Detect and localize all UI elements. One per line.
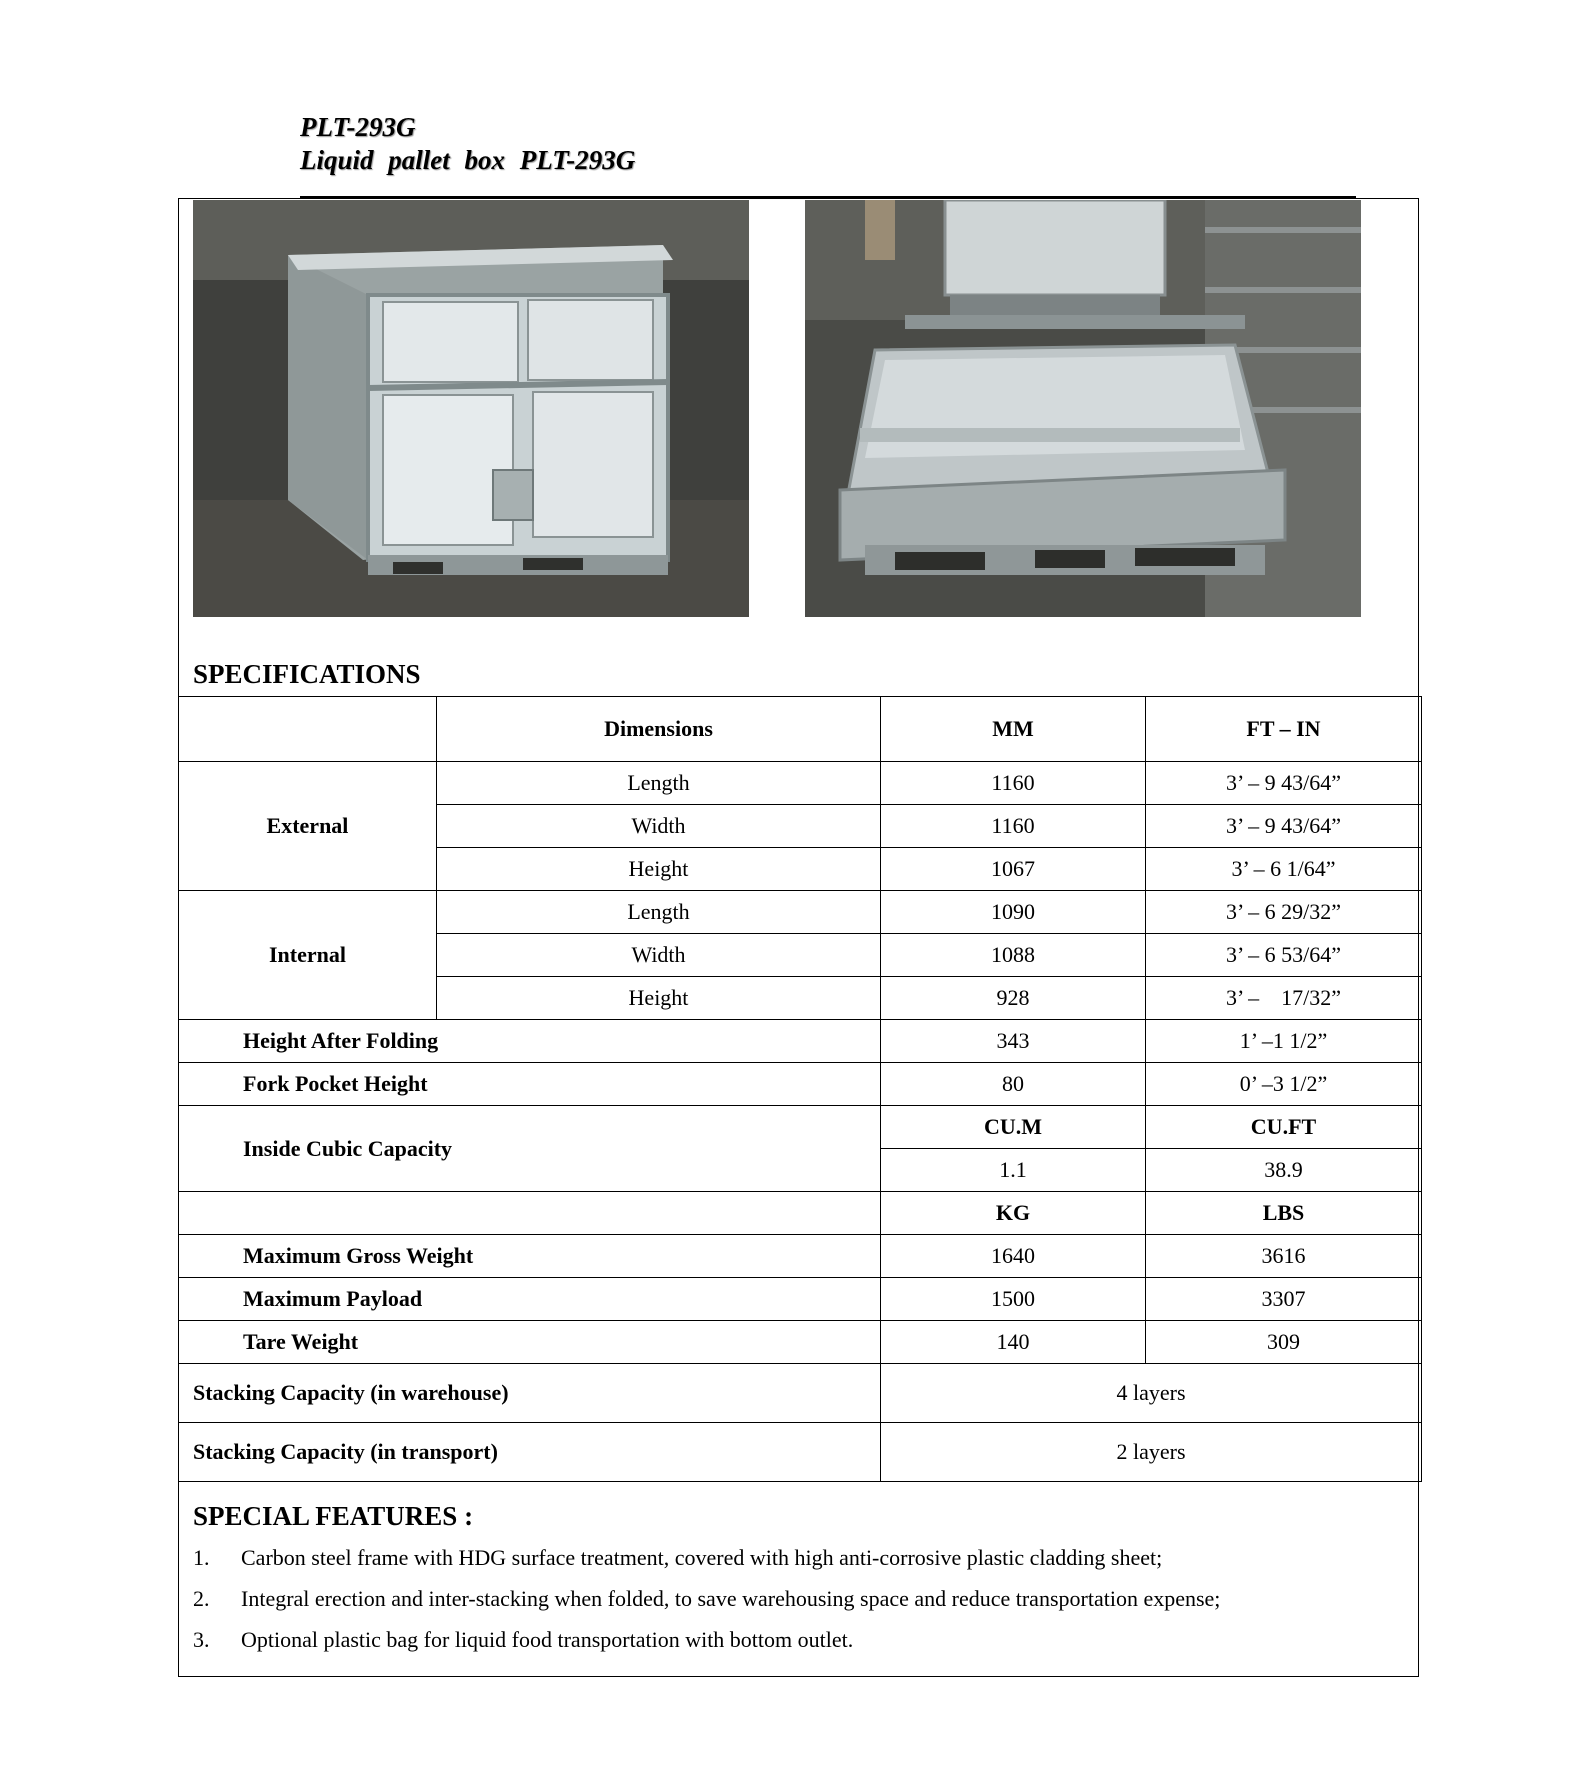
fork-pocket-height-label: Fork Pocket Height [179,1063,881,1106]
cell-dim: Width [437,805,881,848]
table-row [179,1278,1422,1321]
table-row [179,1423,1422,1482]
max-payload-label: Maximum Payload [179,1278,881,1321]
col-mm: MM [881,697,1146,762]
cell-lbs: 3616 [1146,1235,1422,1278]
unit-lbs: LBS [1146,1192,1422,1235]
cell-mm: 1088 [881,934,1146,977]
cell-ftin: 3’ – 6 1/64” [1146,848,1422,891]
cell-dim: Height [437,848,881,891]
table-row [179,1235,1422,1278]
specifications-heading: SPECIFICATIONS [193,659,421,689]
photo-assembled-box [193,200,749,617]
product-title: Liquid pallet box PLT-293G [300,145,636,175]
photo-folded-box [805,200,1361,617]
table-row [179,1192,1422,1235]
stacking-transport-value: 2 layers [881,1423,1422,1482]
unit-kg: KG [881,1192,1146,1235]
table-row [179,1020,1422,1063]
stacking-transport-label: Stacking Capacity (in transport) [179,1423,881,1482]
col-ftin: FT – IN [1146,697,1422,762]
cell-lbs: 309 [1146,1321,1422,1364]
table-row [179,1321,1422,1364]
cell-ftin: 3’ – 17/32” [1146,977,1422,1020]
cell-mm: 1160 [881,805,1146,848]
specifications-table [178,696,1422,1482]
col-dimensions: Dimensions [437,697,881,762]
cell-mm: 343 [881,1020,1146,1063]
table-row [179,1106,1422,1149]
cell-lbs: 3307 [1146,1278,1422,1321]
cell-mm: 1090 [881,891,1146,934]
list-item: 2. Integral erection and inter-stacking when folded, to save warehousing space and reduce transportation expense; [193,1586,1221,1611]
special-features-heading: SPECIAL FEATURES : [193,1501,474,1531]
cell-ftin: 3’ – 9 43/64” [1146,805,1422,848]
cell-ftin: 0’ –3 1/2” [1146,1063,1422,1106]
cell-kg: 140 [881,1321,1146,1364]
cell-dim: Width [437,934,881,977]
cell-dim: Length [437,891,881,934]
cubic-capacity-cuft: 38.9 [1146,1149,1422,1192]
inside-cubic-capacity-label: Inside Cubic Capacity [179,1106,881,1192]
cubic-capacity-cum: 1.1 [881,1149,1146,1192]
cell-mm: 1067 [881,848,1146,891]
cell-mm: 80 [881,1063,1146,1106]
table-row [179,1364,1422,1423]
unit-cuft: CU.FT [1146,1106,1422,1149]
cell-dim: Length [437,762,881,805]
external-label: External [179,762,437,891]
cell-ftin: 1’ –1 1/2” [1146,1020,1422,1063]
cell-mm: 1160 [881,762,1146,805]
cell-ftin: 3’ – 6 53/64” [1146,934,1422,977]
cell-ftin: 3’ – 6 29/32” [1146,891,1422,934]
cell-kg: 1640 [881,1235,1146,1278]
list-item: 1. Carbon steel frame with HDG surface treatment, covered with high anti-corrosive plastic cladding sheet; [193,1545,1163,1570]
unit-cum: CU.M [881,1106,1146,1149]
stacking-warehouse-value: 4 layers [881,1364,1422,1423]
product-code: PLT-293G [300,112,416,142]
cell-ftin: 3’ – 9 43/64” [1146,762,1422,805]
table-row [179,1063,1422,1106]
cell-dim: Height [437,977,881,1020]
height-after-folding-label: Height After Folding [179,1020,881,1063]
internal-label: Internal [179,891,437,1020]
cell-kg: 1500 [881,1278,1146,1321]
list-item: 3. Optional plastic bag for liquid food transportation with bottom outlet. [193,1627,854,1652]
cell-mm: 928 [881,977,1146,1020]
table-header-row [179,697,1422,762]
table-row [179,891,1422,934]
table-row [179,762,1422,805]
tare-weight-label: Tare Weight [179,1321,881,1364]
stacking-warehouse-label: Stacking Capacity (in warehouse) [179,1364,881,1423]
max-gross-weight-label: Maximum Gross Weight [179,1235,881,1278]
